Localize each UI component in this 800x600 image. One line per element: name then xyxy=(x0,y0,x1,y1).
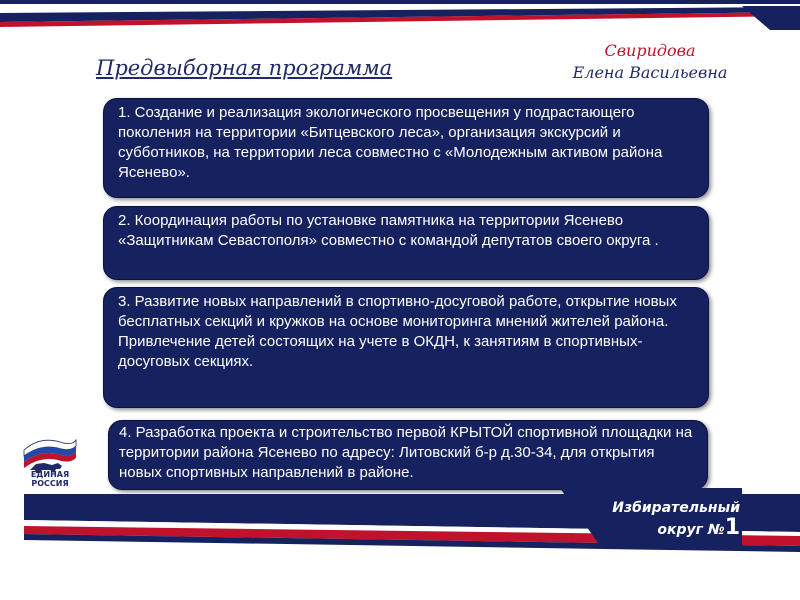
program-item-4: 4. Разработка проекта и строительство первой КРЫТОЙ спортивной площадки на территории района Ясенево по адресу: Литовский б-р д.30-34, для открытия новых спортивных направлений в районе. xyxy=(108,420,708,490)
logo-text xyxy=(22,470,78,488)
program-item-2: 2. Координация работы по установке памятника на территории Ясенево «Защитникам Севастополя» совместно с командой депутатов своего округа . xyxy=(103,206,709,280)
candidate-given-names: Елена Васильевна xyxy=(572,63,728,82)
candidate-name xyxy=(545,40,755,84)
logo-text-line1: ЕДИНАЯ xyxy=(30,470,70,479)
slide-title: Предвыборная программа xyxy=(96,56,393,80)
district-line1: Избирательный xyxy=(612,500,740,516)
program-item-1: 1. Создание и реализация экологического просвещения у подрастающего поколения на территории «Битцевского леса», организация экскурсий и субботников, на территории леса совместно с «Молодежным активом района Ясенево». xyxy=(103,98,709,198)
district-label xyxy=(560,498,740,540)
top-decorative-band xyxy=(0,0,800,40)
program-item-3: 3. Развитие новых направлений в спортивно-досуговой работе, открытие новых бесплатных секций и кружков на основе мониторинга мнений жителей района. Привлечение детей состоящих на учете в ОКДН, к занятиям в спортивных-досуговых секциях. xyxy=(103,287,709,408)
candidate-surname: Свиридова xyxy=(604,41,696,60)
logo-text-line2: РОССИЯ xyxy=(31,479,69,488)
district-number: 1 xyxy=(724,515,740,540)
district-line2: округ № xyxy=(657,522,725,538)
